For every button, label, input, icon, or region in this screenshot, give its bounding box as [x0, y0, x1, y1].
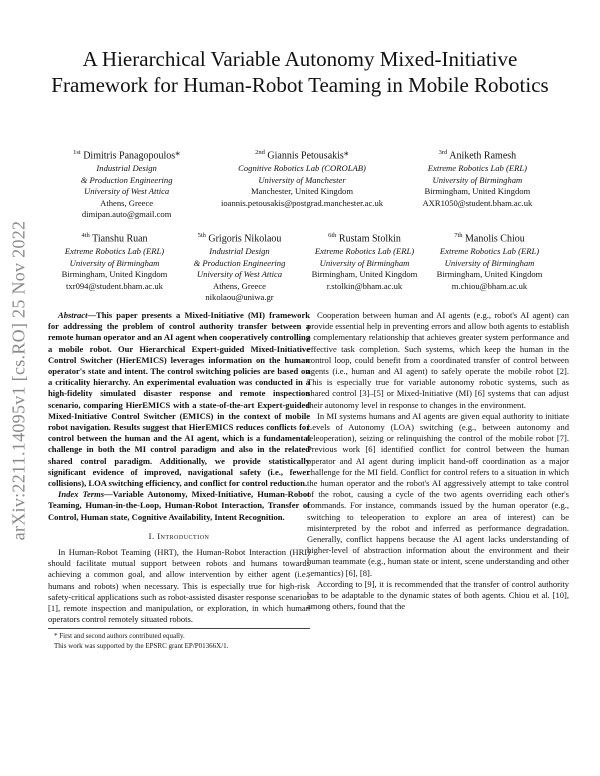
- author-name-text: Tianshu Ruan: [92, 233, 148, 245]
- author-name: [427, 230, 552, 245]
- author-location: Birmingham, United Kingdom: [311, 269, 418, 280]
- author-location: Birmingham, United Kingdom: [424, 186, 531, 197]
- index-terms-text: —Variable Autonomy, Mixed-Initiative, Human-Robot Teaming, Human-in-the-Loop, Human-Robot Interaction, Transfer of Control, Human state, Cognitive Availability, Intent Recognition.: [48, 489, 310, 522]
- author-affiliation: University of West Attica: [196, 269, 283, 280]
- right-column: [307, 310, 569, 612]
- author-order: 7th: [454, 232, 463, 239]
- author-affiliation: University of Birmingham: [319, 257, 410, 268]
- author-block: [177, 230, 302, 303]
- section-heading-introduction: I. Introduction: [148, 530, 210, 541]
- author-email: dimipan.auto@gmail.com: [81, 208, 172, 219]
- author-block: [403, 147, 552, 220]
- author-name: [302, 230, 427, 245]
- author-name: [52, 147, 201, 162]
- author-email: txr094@student.bham.ac.uk: [66, 280, 163, 291]
- paper-title: A Hierarchical Variable Autonomy Mixed-Initiative Framework for Human-Robot Teaming in Mobile Robotics: [51, 47, 549, 97]
- author-name: [403, 147, 552, 162]
- author-name-text: Giannis Petousakis*: [267, 150, 349, 162]
- arxiv-identifier: [4, 200, 34, 560]
- body-paragraph: In MI systems humans and AI agents are given equal authority to initiate Levels of Autonomy (LOA) switching (e.g., between autonomy and teleoperation), seizing or relinquishing the control of the mobile robot [7]. Previous work [6] identified conflict for control between the human operator and AI agent during implicit hand-off coordination as a major challenge for the MI field. Conflict for control refers to a situation in which the human operator and the robot's AI aggressively attempt to take control of the robot, causing a cycle of the two agents overriding each other's commands. For instance, commands issued by the human operator (e.g., switching to teleoperation to explore an area of interest) can be misinterpreted by the robot and inferred as performance degradation. Generally, conflict happens because the AI agent lacks understanding of higher-level of abstraction information about the environment and their human teammate (e.g., human state or intent, scene understanding and other semantics) [6], [8].: [307, 410, 569, 578]
- author-affiliation: Cognitive Robotics Lab (COROLAB): [238, 163, 366, 174]
- intro-paragraph: In Human-Robot Teaming (HRT), the Human-Robot Interaction (HRI) should facilitate mutual support between robots and humans towards achieving a common goal, and allow intervention by either agent (i.e., humans and robots) when necessary. This is especially true for high-risk safety-critical applications such as robot-assisted disaster response scenarios [1], remote inspection and manipulation, or exploration, in which human operators control remotely situated robots.: [48, 547, 310, 625]
- author-affiliation: Industrial Design: [209, 246, 270, 257]
- author-order: 6th: [328, 232, 337, 239]
- arxiv-identifier-text: arXiv:2211.14095v1 [cs.RO] 25 Nov 2022: [8, 220, 29, 540]
- author-email: nikolaou@uniwa.gr: [205, 291, 274, 302]
- abstract-text: —This paper presents a Mixed-Initiative (MI) framework for addressing the problem of control authority transfer between a remote human operator and an AI agent when cooperatively controlling a mobile robot. Our Hierarchical Expert-guided Mixed-Initiative Control Switcher (HierEMICS) leverages information on the human operator's state and intent. The control switching policies are based on a criticality hierarchy. An experimental evaluation was conducted in a high-fidelity simulated disaster response and remote inspection scenario, comparing HierEMICS with a state-of-the-art Expert-guided Mixed-Initiative Control Switcher (EMICS) in the context of mobile robot navigation. Results suggest that HierEMICS reduces conflicts for control between the human and the AI agent, which is a fundamental challenge in both the MI control paradigm and also in the related shared control paradigm. Additionally, we provide statistically significant evidence of improved, navigational safety (i.e., fewer collisions), LOA switching efficiency, and conflict for control reduction.: [48, 310, 310, 489]
- abstract: [48, 310, 310, 489]
- footnote-equal-contribution: * First and second authors contributed equally.: [54, 632, 185, 640]
- author-email: AXR1050@student.bham.ac.uk: [422, 197, 533, 208]
- author-affiliation: Extreme Robotics Lab (ERL): [314, 246, 415, 257]
- author-name-text: Manolis Chiou: [465, 233, 525, 245]
- author-block: [52, 230, 177, 303]
- authors-row-2: [52, 230, 552, 303]
- authors-row-1: [52, 147, 552, 220]
- author-block: [302, 230, 427, 303]
- author-name-text: Grigoris Nikolaou: [208, 233, 282, 245]
- author-location: Manchester, United Kingdom: [250, 186, 354, 197]
- body-paragraph: According to [9], it is recommended that the transfer of control authority has to be adaptable to the dynamic states of both agents. Chiou et al. [10], among others, found that the: [307, 578, 569, 612]
- author-affiliation: Extreme Robotics Lab (ERL): [439, 246, 540, 257]
- author-order: 1st: [73, 149, 81, 156]
- author-affiliation: University of Manchester: [258, 174, 346, 185]
- author-order: 3rd: [438, 149, 448, 156]
- author-block: [427, 230, 552, 303]
- author-affiliation: Industrial Design: [96, 163, 157, 174]
- author-affiliation: University of Birmingham: [69, 257, 160, 268]
- author-email: ioannis.petousakis@postgrad.manchester.ac.uk: [220, 197, 384, 208]
- left-column: [48, 310, 310, 625]
- author-affiliation: Extreme Robotics Lab (ERL): [427, 163, 527, 174]
- author-block: [52, 147, 201, 220]
- author-location: Athens, Greece: [100, 197, 154, 208]
- author-name-text: Dimitris Panagopoulos*: [83, 150, 181, 162]
- author-order: 4th: [81, 232, 90, 239]
- author-affiliation: Extreme Robotics Lab (ERL): [64, 246, 165, 257]
- author-location: Birmingham, United Kingdom: [61, 269, 168, 280]
- author-affiliation: University of Birmingham: [444, 257, 535, 268]
- author-order: 2nd: [255, 149, 265, 156]
- author-location: Birmingham, United Kingdom: [436, 269, 543, 280]
- author-affiliation: University of Birmingham: [432, 174, 523, 185]
- abstract-label: Abstract: [58, 310, 88, 320]
- index-terms-label: Index Terms: [58, 489, 105, 500]
- body-paragraph: Cooperation between human and AI agents (e.g., robot's AI agent) can provide essential help in preventing errors and allow both agents to establish a complementary relationship that achieves greater system performance and effective task completion. Such systems, which keep the human in the control loop, could benefit from a coordinated transfer of control between agents (i.e., human and AI agent) to safely operate the mobile robot [2]. This is especially true for variable autonomy robotic systems, such as shared control [3]–[5] or Mixed-Initiative (MI) [6] systems that can adjust their autonomy level in response to changes in the environment.: [307, 310, 569, 410]
- author-affiliation: & Production Engineering: [80, 174, 173, 185]
- author-affiliation: University of West Attica: [84, 186, 170, 197]
- author-affiliation: & Production Engineering: [193, 257, 286, 268]
- index-terms: [48, 489, 310, 523]
- footnotes: [48, 628, 310, 651]
- author-name: [201, 147, 403, 162]
- author-location: Athens, Greece: [213, 280, 266, 291]
- author-email: r.stolkin@bham.ac.uk: [326, 280, 403, 291]
- author-block: [201, 147, 403, 220]
- author-name-text: Rustam Stolkin: [338, 233, 401, 245]
- author-name: [177, 230, 302, 245]
- author-order: 5th: [197, 232, 206, 239]
- author-email: m.chiou@bham.ac.uk: [451, 280, 528, 291]
- author-name-text: Aniketh Ramesh: [449, 150, 517, 162]
- author-name: [52, 230, 177, 245]
- footnote-funding: This work was supported by the EPSRC grant EP/P01366X/1.: [54, 641, 229, 650]
